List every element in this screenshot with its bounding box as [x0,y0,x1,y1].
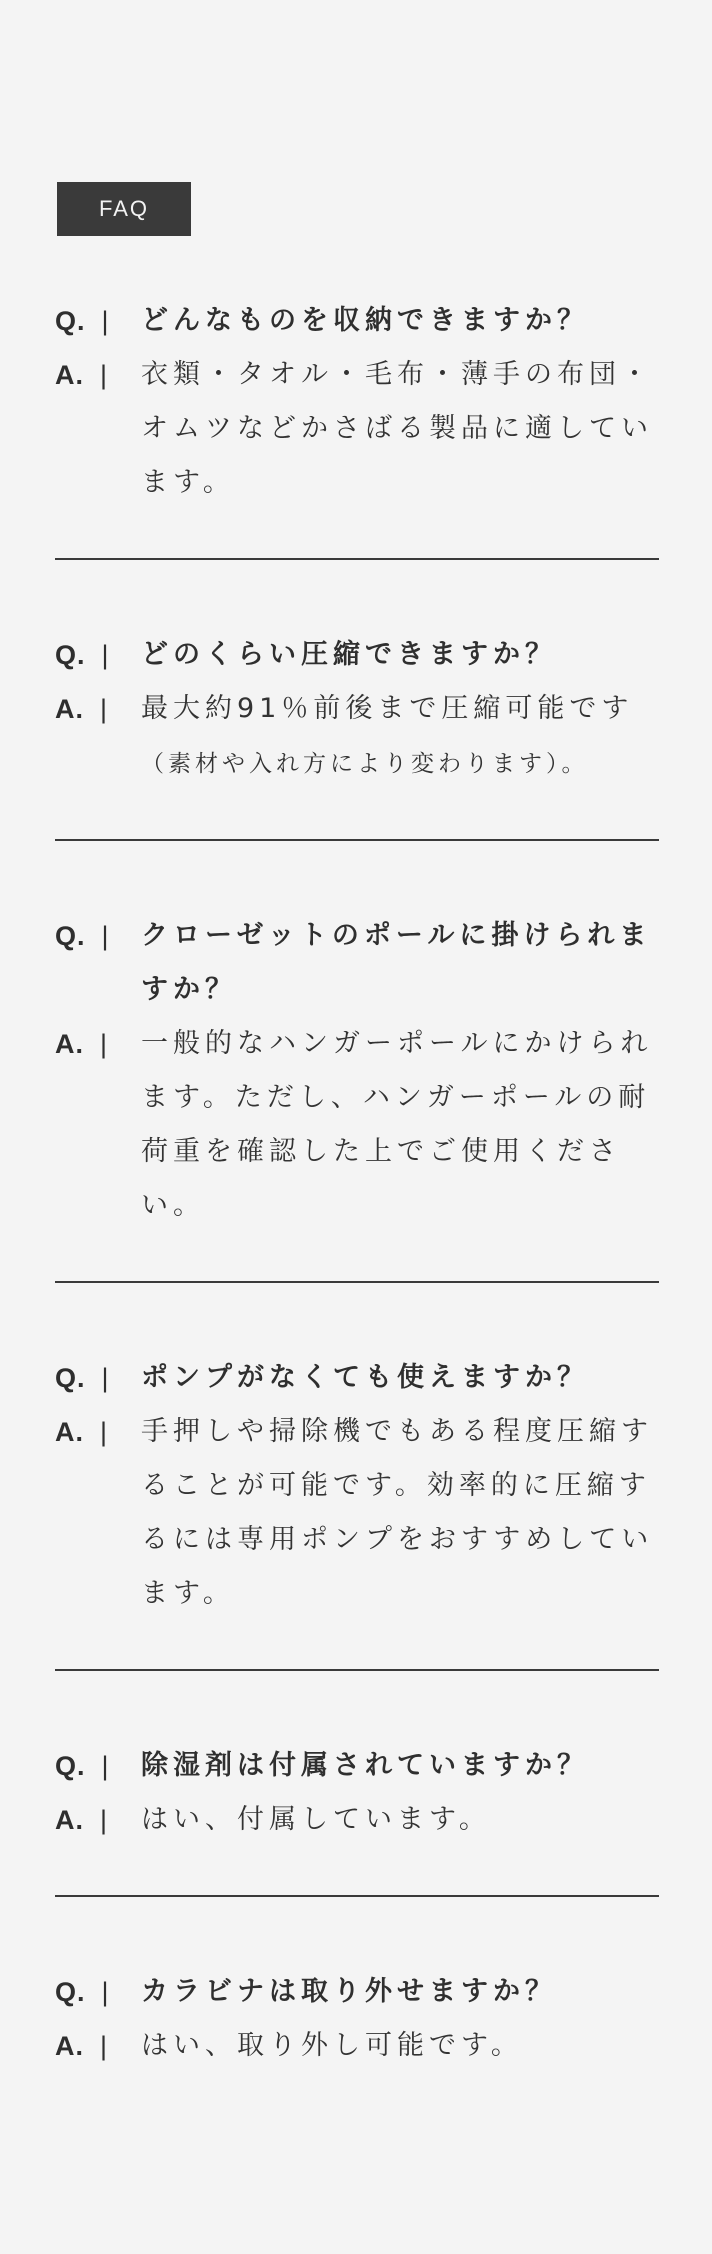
faq-answer-main: 最大約91％前後まで圧縮可能です [141,693,634,724]
answer-marker [55,1793,141,1847]
faq-question-row [55,1965,659,2019]
question-marker [55,628,141,682]
faq-question-row [55,628,659,682]
answer-marker [55,2019,141,2073]
faq-question-text: どんなものを収納できますか？ [141,305,589,336]
question-marker-label: Q. [55,639,86,670]
faq-question-text: ポンプがなくても使えますか？ [141,1362,589,1393]
answer-marker-label: A. [55,1804,84,1835]
faq-list [55,294,659,2073]
question-marker [55,1965,141,2019]
answer-marker-label: A. [55,1028,84,1059]
marker-separator: | [101,305,110,336]
faq-answer-text [141,682,659,791]
faq-answer-text: 衣類・タオル・毛布・薄手の布団・オムツなどかさばる製品に適しています。 [141,359,653,498]
answer-marker [55,1405,141,1459]
question-marker [55,909,141,963]
faq-answer-row [55,348,659,510]
faq-question-row [55,1739,659,1793]
answer-marker-label: A. [55,2030,84,2061]
faq-item [55,628,659,791]
faq-answer-row [55,1017,659,1233]
faq-item [55,1965,659,2073]
answer-marker-label: A. [55,359,84,390]
marker-separator: | [101,1362,110,1393]
faq-answer-row [55,682,659,791]
marker-separator: | [100,2030,109,2061]
faq-item [55,909,659,1233]
question-marker-label: Q. [55,305,86,336]
faq-question-text: どのくらい圧縮できますか？ [141,639,557,670]
faq-item [55,1351,659,1621]
marker-separator: | [101,1976,110,2007]
faq-answer-text: はい、取り外し可能です。 [141,2030,523,2061]
marker-separator: | [101,639,110,670]
question-marker-label: Q. [55,1976,86,2007]
answer-marker [55,348,141,402]
faq-answer-row [55,1405,659,1621]
faq-question-text: 除湿剤は付属されていますか？ [141,1750,589,1781]
faq-question-row [55,909,659,1017]
answer-marker-label: A. [55,1416,84,1447]
faq-item [55,1739,659,1847]
faq-question-row [55,1351,659,1405]
question-marker-label: Q. [55,920,86,951]
faq-answer-row [55,2019,659,2073]
marker-separator: | [100,693,109,724]
faq-question-row [55,294,659,348]
faq-badge: FAQ [57,182,191,236]
question-marker-label: Q. [55,1750,86,1781]
faq-answer-text: 手押しや掃除機でもある程度圧縮することが可能です。効率的に圧縮するには専用ポンプをおすすめしています。 [141,1416,654,1609]
question-marker-label: Q. [55,1362,86,1393]
faq-answer-row [55,1793,659,1847]
question-marker [55,294,141,348]
faq-answer-text: はい、付属しています。 [141,1804,491,1835]
answer-marker [55,682,141,736]
marker-separator: | [100,1804,109,1835]
answer-marker-label: A. [55,693,84,724]
faq-answer-text: 一般的なハンガーポールにかけられます。ただし、ハンガーポールの耐荷重を確認した上でご使用ください。 [141,1028,653,1221]
marker-separator: | [101,1750,110,1781]
question-marker [55,1739,141,1793]
question-marker [55,1351,141,1405]
answer-marker [55,1017,141,1071]
marker-separator: | [101,920,110,951]
faq-answer-note: （素材や入れ方により変わります）。 [141,751,589,777]
marker-separator: | [100,1028,109,1059]
marker-separator: | [100,359,109,390]
faq-question-text: クローゼットのポールに掛けられますか？ [141,920,652,1005]
faq-item [55,294,659,510]
faq-question-text: カラビナは取り外せますか？ [141,1976,557,2007]
marker-separator: | [100,1416,109,1447]
